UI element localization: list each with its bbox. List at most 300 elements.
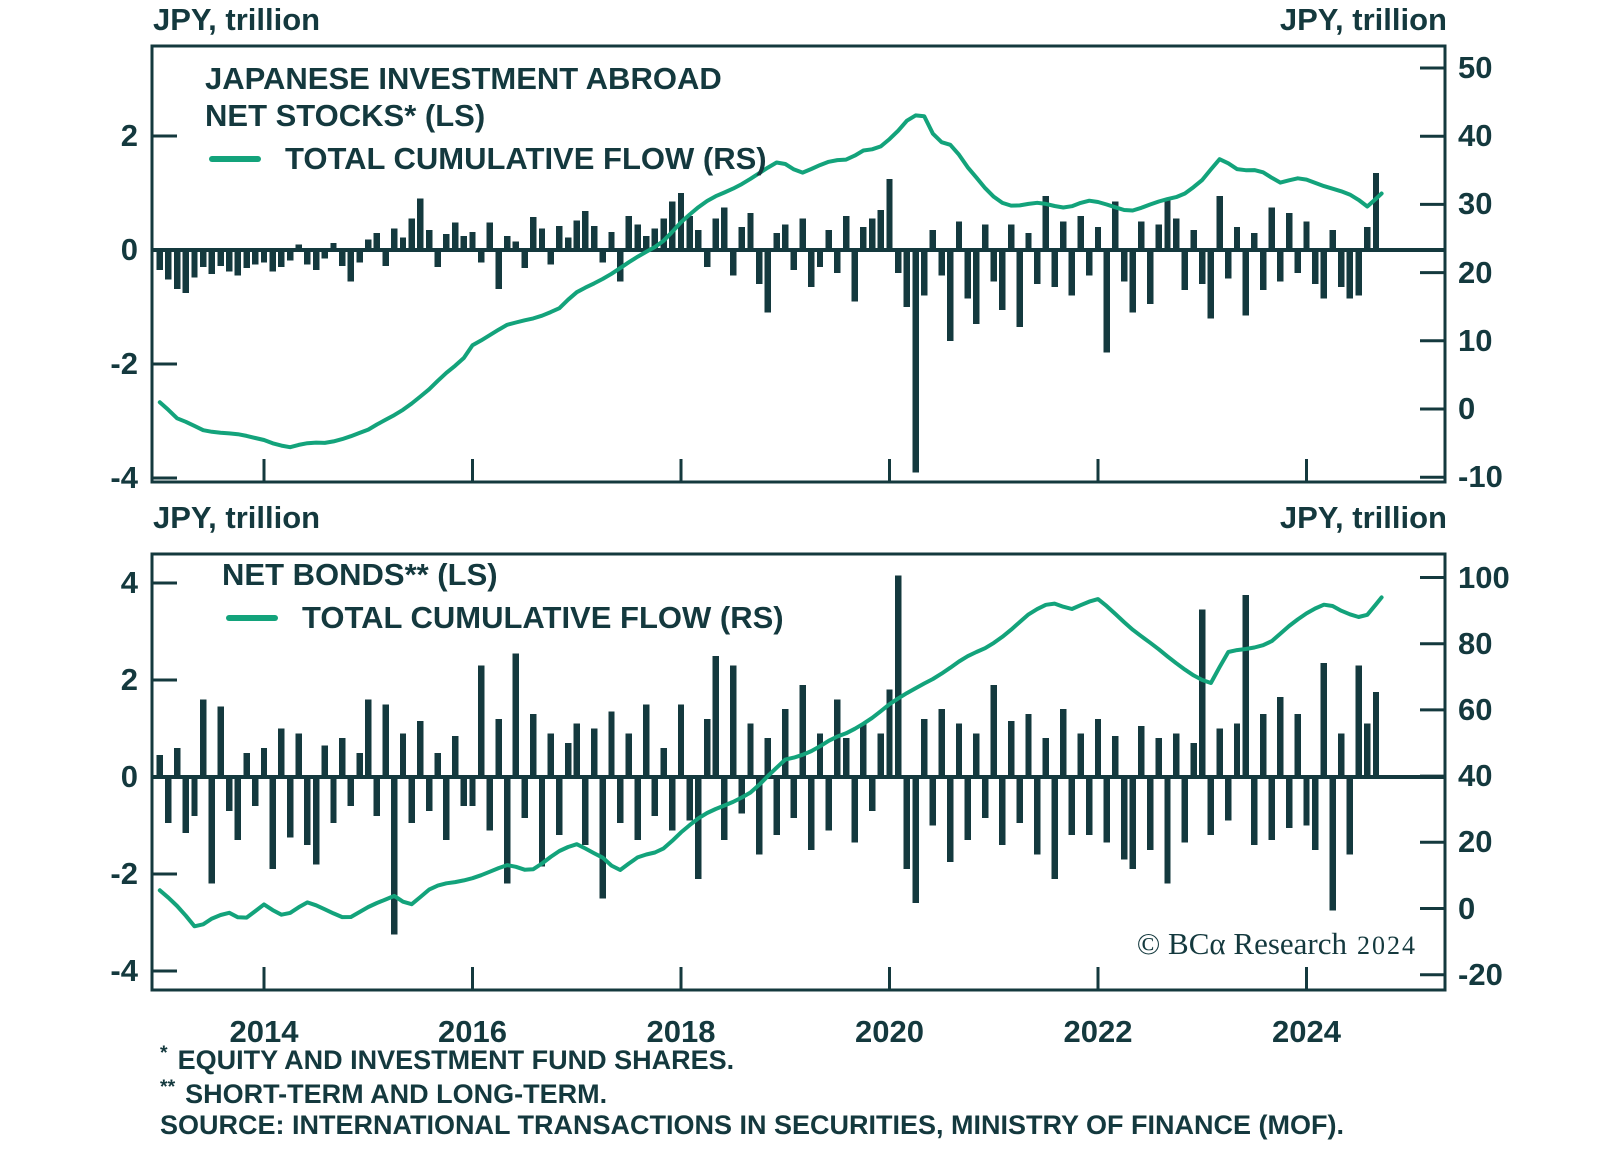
top-bar: [1277, 250, 1283, 281]
footnote-marker: **: [160, 1076, 176, 1098]
top-bar: [556, 226, 562, 250]
bottom-bar: [860, 724, 866, 777]
bottom-right-tick-label: 0: [1458, 890, 1476, 926]
top-bar: [582, 211, 588, 250]
x-axis-year-label: 2020: [855, 1014, 924, 1049]
bottom-bar: [1060, 709, 1066, 777]
top-bar: [669, 202, 675, 250]
bottom-left-tick-label: -4: [110, 953, 138, 988]
bottom-bar: [565, 743, 571, 777]
bottom-bar: [435, 753, 441, 777]
top-left-tick-label: -2: [110, 346, 138, 381]
bottom-bar: [1069, 777, 1075, 835]
top-bar: [513, 241, 519, 250]
top-bar: [348, 250, 354, 281]
bottom-bar: [1103, 777, 1109, 842]
bottom-bar: [825, 777, 831, 830]
bottom-bar: [964, 777, 970, 840]
top-bar: [930, 230, 936, 250]
bottom-bar: [1043, 738, 1049, 777]
bottom-bar: [356, 753, 362, 777]
bottom-right-tick-label: 20: [1458, 824, 1493, 860]
top-bar: [634, 224, 640, 250]
top-bar: [1260, 250, 1266, 290]
bottom-bar: [1251, 777, 1257, 845]
bottom-bar: [817, 733, 823, 777]
top-bar: [356, 250, 362, 263]
bottom-bar: [304, 777, 310, 845]
bottom-bar: [608, 712, 614, 777]
bottom-bar: [374, 777, 380, 816]
green-line-swatch: [209, 156, 261, 162]
footnote-marker: *: [160, 1042, 168, 1064]
top-bar: [608, 232, 614, 250]
bottom-bar: [591, 729, 597, 778]
bottom-bar: [556, 777, 562, 835]
top-right-tick-label: 50: [1458, 50, 1493, 85]
bottom-bar: [930, 777, 936, 826]
bottom-bar: [582, 777, 588, 845]
top-right-tick-label: 30: [1458, 186, 1493, 222]
bottom-bar: [1364, 724, 1370, 777]
bottom-left-tick-label: 0: [120, 759, 138, 794]
top-bar: [895, 250, 901, 273]
top-bar: [1242, 250, 1248, 316]
bottom-bar: [895, 576, 901, 777]
top-bar: [235, 250, 241, 276]
bottom-bar: [747, 724, 753, 777]
bottom-bar: [365, 699, 371, 777]
bottom-bar: [461, 777, 467, 806]
top-bar: [904, 250, 910, 307]
bottom-bar: [843, 738, 849, 777]
top-bar: [521, 250, 527, 268]
top-bar: [817, 250, 823, 267]
bottom-panel-left-unit-label: JPY, trillion: [153, 500, 321, 535]
bottom-bar: [600, 777, 606, 898]
top-bar: [1025, 233, 1031, 250]
copyright-year: 2024: [1357, 931, 1417, 960]
bottom-bar: [999, 777, 1005, 845]
top-bar: [1208, 250, 1214, 318]
top-bar: [791, 250, 797, 270]
top-panel-legend-row: [205, 140, 767, 177]
top-bar: [695, 230, 701, 250]
bottom-bar: [1312, 777, 1318, 850]
bottom-bar: [1321, 663, 1327, 777]
bottom-bar: [469, 777, 475, 806]
top-bar: [1017, 250, 1023, 327]
top-bar: [1060, 222, 1066, 251]
top-bar: [1234, 227, 1240, 250]
top-bar: [1182, 250, 1188, 290]
top-bar: [400, 237, 406, 250]
bottom-bar: [704, 719, 710, 777]
top-bar: [374, 233, 380, 250]
top-bar: [469, 232, 475, 250]
bottom-bar: [660, 748, 666, 777]
bottom-bar: [973, 733, 979, 777]
top-right-tick-label: 40: [1458, 118, 1493, 154]
bottom-right-tick-label: 80: [1458, 625, 1493, 661]
top-right-tick-label: -10: [1458, 459, 1503, 495]
bottom-bar: [417, 721, 423, 777]
bottom-bar: [878, 733, 884, 777]
bottom-bar: [773, 777, 779, 835]
top-bar: [704, 250, 710, 267]
bottom-bar: [1077, 733, 1083, 777]
bottom-bar: [1277, 697, 1283, 777]
top-bar: [1373, 173, 1379, 250]
top-bar: [461, 236, 467, 250]
top-bar: [834, 250, 840, 273]
bottom-bar: [713, 656, 719, 777]
top-bar: [600, 250, 606, 263]
bottom-bar: [217, 707, 223, 777]
top-bar: [365, 240, 371, 250]
top-bar: [1077, 216, 1083, 250]
top-panel-right-unit-label: JPY, trillion: [1279, 2, 1447, 37]
top-bar: [495, 250, 501, 289]
top-right-tick-label: 10: [1458, 322, 1493, 358]
top-bar: [852, 250, 858, 301]
bottom-bar: [1216, 729, 1222, 778]
top-bar: [964, 250, 970, 298]
top-bar: [1147, 250, 1153, 304]
bottom-bar: [269, 777, 275, 869]
bottom-bar: [157, 755, 163, 777]
bottom-panel-title-line1: NET BONDS** (LS): [222, 557, 498, 592]
top-bar: [287, 250, 293, 260]
top-bar: [443, 234, 449, 250]
bottom-right-tick-label: -20: [1458, 956, 1503, 992]
top-bar: [1295, 250, 1301, 273]
top-bar: [209, 250, 215, 274]
bottom-bar: [183, 777, 189, 833]
bottom-left-tick-label: -2: [110, 856, 138, 891]
bottom-bar: [243, 753, 249, 777]
bottom-bar: [1260, 714, 1266, 777]
top-bar: [574, 220, 580, 250]
bottom-bar: [226, 777, 232, 811]
x-axis-year-label: 2016: [438, 1014, 507, 1049]
bottom-bar: [313, 777, 319, 864]
bottom-bar: [209, 777, 215, 884]
bottom-bar: [1017, 777, 1023, 823]
footnote-shortterm: [160, 1076, 607, 1110]
bottom-bar: [452, 736, 458, 777]
bottom-bar: [1086, 777, 1092, 835]
bottom-bar: [1329, 777, 1335, 910]
bottom-bar: [443, 777, 449, 840]
bottom-bar: [1147, 777, 1153, 850]
bottom-bar: [1242, 595, 1248, 777]
top-bar: [912, 250, 918, 472]
top-bar: [1286, 213, 1292, 250]
top-bar: [539, 228, 545, 250]
top-bar: [1164, 199, 1170, 250]
bottom-bar: [530, 714, 536, 777]
bottom-bar: [686, 777, 692, 821]
bottom-bar: [678, 704, 684, 777]
bottom-bar: [808, 777, 814, 850]
top-bar: [1364, 227, 1370, 250]
top-bar: [304, 250, 310, 264]
bottom-bar: [956, 724, 962, 777]
top-bar: [382, 250, 388, 266]
top-bar: [313, 250, 319, 270]
top-bar: [530, 217, 536, 250]
bottom-right-tick-label: 60: [1458, 691, 1493, 727]
bottom-bar: [478, 665, 484, 777]
bottom-bar: [1225, 777, 1231, 821]
bottom-bar: [982, 777, 988, 818]
bottom-bar: [348, 777, 354, 806]
top-bar: [956, 222, 962, 251]
top-bar: [226, 250, 232, 272]
bottom-bar: [1121, 777, 1127, 859]
top-bar: [243, 250, 249, 268]
top-bar: [330, 243, 336, 250]
top-bar: [921, 250, 927, 296]
bottom-bar: [1190, 743, 1196, 777]
bottom-bar: [643, 704, 649, 777]
top-bar: [1095, 227, 1101, 250]
bottom-bar: [1199, 610, 1205, 777]
top-bar: [626, 216, 632, 250]
bottom-bar: [513, 653, 519, 777]
top-bar: [417, 199, 423, 250]
bottom-bar: [521, 777, 527, 818]
bottom-bar: [400, 733, 406, 777]
top-bar: [408, 219, 414, 250]
top-bar: [1130, 250, 1136, 313]
top-bar: [1086, 250, 1092, 276]
bottom-bar: [791, 777, 797, 818]
bottom-bar: [174, 748, 180, 777]
bottom-bar: [947, 777, 953, 862]
top-bar: [1347, 250, 1353, 298]
top-panel-title-line1: JAPANESE INVESTMENT ABROAD: [205, 61, 722, 96]
top-bar: [825, 230, 831, 250]
top-panel-legend-label: TOTAL CUMULATIVE FLOW (RS): [285, 141, 767, 176]
top-panel-legend: [205, 60, 767, 177]
top-bar: [1303, 222, 1309, 251]
top-bar: [938, 250, 944, 276]
bottom-bar: [1234, 724, 1240, 777]
top-bar: [739, 227, 745, 250]
top-bar: [191, 250, 197, 277]
top-bar: [878, 210, 884, 250]
bottom-bar: [547, 733, 553, 777]
bottom-bar: [1338, 733, 1344, 777]
bottom-bar: [278, 729, 284, 778]
bottom-right-tick-label: 40: [1458, 758, 1493, 794]
bottom-bar: [1182, 777, 1188, 842]
top-bar: [435, 250, 441, 267]
bottom-bar: [1373, 692, 1379, 777]
bottom-bar: [1112, 736, 1118, 777]
top-bar: [643, 236, 649, 250]
footnote-text: EQUITY AND INVESTMENT FUND SHARES.: [177, 1045, 735, 1075]
bottom-bar: [1173, 733, 1179, 777]
top-bar: [886, 179, 892, 250]
bottom-bar: [200, 699, 206, 777]
bottom-bar: [799, 685, 805, 777]
bottom-bar: [339, 738, 345, 777]
bottom-bar: [1138, 726, 1144, 777]
bottom-bar: [1295, 714, 1301, 777]
bottom-bar: [1286, 777, 1292, 828]
bottom-bar: [938, 709, 944, 777]
top-bar: [1034, 250, 1040, 284]
green-line-swatch: [226, 615, 278, 621]
bottom-panel-right-unit-label: JPY, trillion: [1279, 500, 1447, 535]
bottom-bar: [382, 704, 388, 777]
top-bar: [157, 250, 163, 270]
top-bar: [991, 250, 997, 281]
x-axis-year-label: 2018: [646, 1014, 716, 1049]
top-bar: [1251, 233, 1257, 250]
top-bar: [565, 237, 571, 250]
bottom-bar: [652, 777, 658, 816]
top-left-tick-label: 2: [120, 118, 138, 153]
bottom-bar: [235, 777, 241, 840]
top-bar: [1138, 222, 1144, 251]
bottom-panel-legend-label: TOTAL CUMULATIVE FLOW (RS): [302, 600, 784, 635]
copyright-text: © BCα Research: [1136, 926, 1347, 961]
bottom-bar: [322, 745, 328, 777]
top-bar: [1008, 224, 1014, 250]
bottom-left-tick-label: 2: [120, 662, 138, 697]
top-bar: [1069, 250, 1075, 296]
bottom-bar: [539, 777, 545, 867]
bottom-bar: [695, 777, 701, 879]
top-left-tick-label: 0: [120, 232, 138, 267]
bottom-bar: [626, 733, 632, 777]
top-bar: [1225, 250, 1231, 279]
bottom-bar: [1164, 777, 1170, 884]
top-bar: [982, 224, 988, 250]
top-bar: [1103, 250, 1109, 353]
top-bar: [843, 216, 849, 250]
top-bar: [217, 250, 223, 266]
bottom-bar: [1269, 777, 1275, 840]
bottom-bar: [634, 777, 640, 840]
footnote-equity: [160, 1042, 734, 1076]
bottom-bar: [252, 777, 258, 806]
top-bar: [339, 250, 345, 266]
top-bar: [713, 219, 719, 250]
top-bar: [721, 207, 727, 250]
top-bar: [1199, 250, 1205, 284]
top-bar: [1321, 250, 1327, 298]
bottom-bar: [730, 665, 736, 777]
bottom-bar: [261, 748, 267, 777]
bottom-bar: [408, 777, 414, 823]
top-bar: [756, 250, 762, 284]
top-bar: [174, 250, 180, 289]
bottom-bar: [1355, 665, 1361, 777]
top-bar: [261, 250, 267, 263]
bottom-panel-legend: [222, 556, 784, 636]
top-bar: [973, 250, 979, 324]
top-bar: [747, 213, 753, 250]
top-bar: [773, 233, 779, 250]
top-bar: [452, 223, 458, 250]
top-bar: [165, 250, 171, 280]
bottom-bar: [1025, 714, 1031, 777]
top-left-tick-label: -4: [110, 460, 138, 495]
top-bar: [426, 230, 432, 250]
top-panel-title-line2: NET STOCKS* (LS): [205, 98, 486, 133]
bottom-bar: [782, 709, 788, 777]
bottom-bar: [669, 777, 675, 830]
x-axis-year-label: 2014: [229, 1014, 299, 1049]
bottom-bar: [1130, 777, 1136, 869]
top-bar: [1173, 219, 1179, 250]
bottom-bar: [904, 777, 910, 869]
bottom-bar: [852, 777, 858, 842]
bottom-bar: [330, 777, 336, 823]
bottom-bar: [1347, 777, 1353, 855]
top-right-tick-label: 20: [1458, 254, 1493, 290]
top-bar: [504, 236, 510, 250]
bottom-bar: [296, 733, 302, 777]
bottom-bar: [1303, 777, 1309, 826]
copyright-notice: [1137, 926, 1417, 962]
top-right-tick-label: 0: [1458, 391, 1476, 426]
bottom-right-tick-label: 100: [1458, 559, 1510, 595]
top-bar: [1329, 230, 1335, 250]
bottom-bar: [617, 777, 623, 823]
bottom-panel-legend-row: [222, 599, 784, 636]
bottom-bar: [869, 777, 875, 811]
top-panel-left-unit-label: JPY, trillion: [153, 2, 321, 37]
top-bar: [322, 250, 328, 259]
bottom-bar: [487, 777, 493, 830]
bottom-bar: [191, 777, 197, 816]
x-axis-year-label: 2024: [1272, 1014, 1341, 1049]
top-bar: [1312, 250, 1318, 284]
top-bar: [1216, 196, 1222, 250]
top-bar: [730, 250, 736, 276]
top-bar: [1269, 207, 1275, 250]
top-bar: [660, 219, 666, 250]
top-bar: [591, 226, 597, 250]
top-bar: [278, 250, 284, 267]
top-bar: [999, 250, 1005, 310]
top-bar: [1121, 250, 1127, 281]
bottom-bar: [912, 777, 918, 903]
top-bar: [1156, 224, 1162, 250]
top-bar: [686, 216, 692, 250]
bottom-bar: [1208, 777, 1214, 835]
top-bar: [1051, 250, 1057, 287]
top-bar: [947, 250, 953, 341]
top-bar: [765, 250, 771, 313]
bottom-bar: [1156, 738, 1162, 777]
top-bar: [487, 223, 493, 250]
bottom-bar: [1034, 777, 1040, 855]
top-bar: [296, 244, 302, 250]
x-axis-year-label: 2022: [1063, 1014, 1133, 1049]
top-bar: [1190, 230, 1196, 250]
top-bar: [547, 250, 553, 264]
bottom-bar: [1051, 777, 1057, 879]
footnote-text: SHORT-TERM AND LONG-TERM.: [185, 1079, 608, 1109]
top-bar: [1338, 250, 1344, 287]
